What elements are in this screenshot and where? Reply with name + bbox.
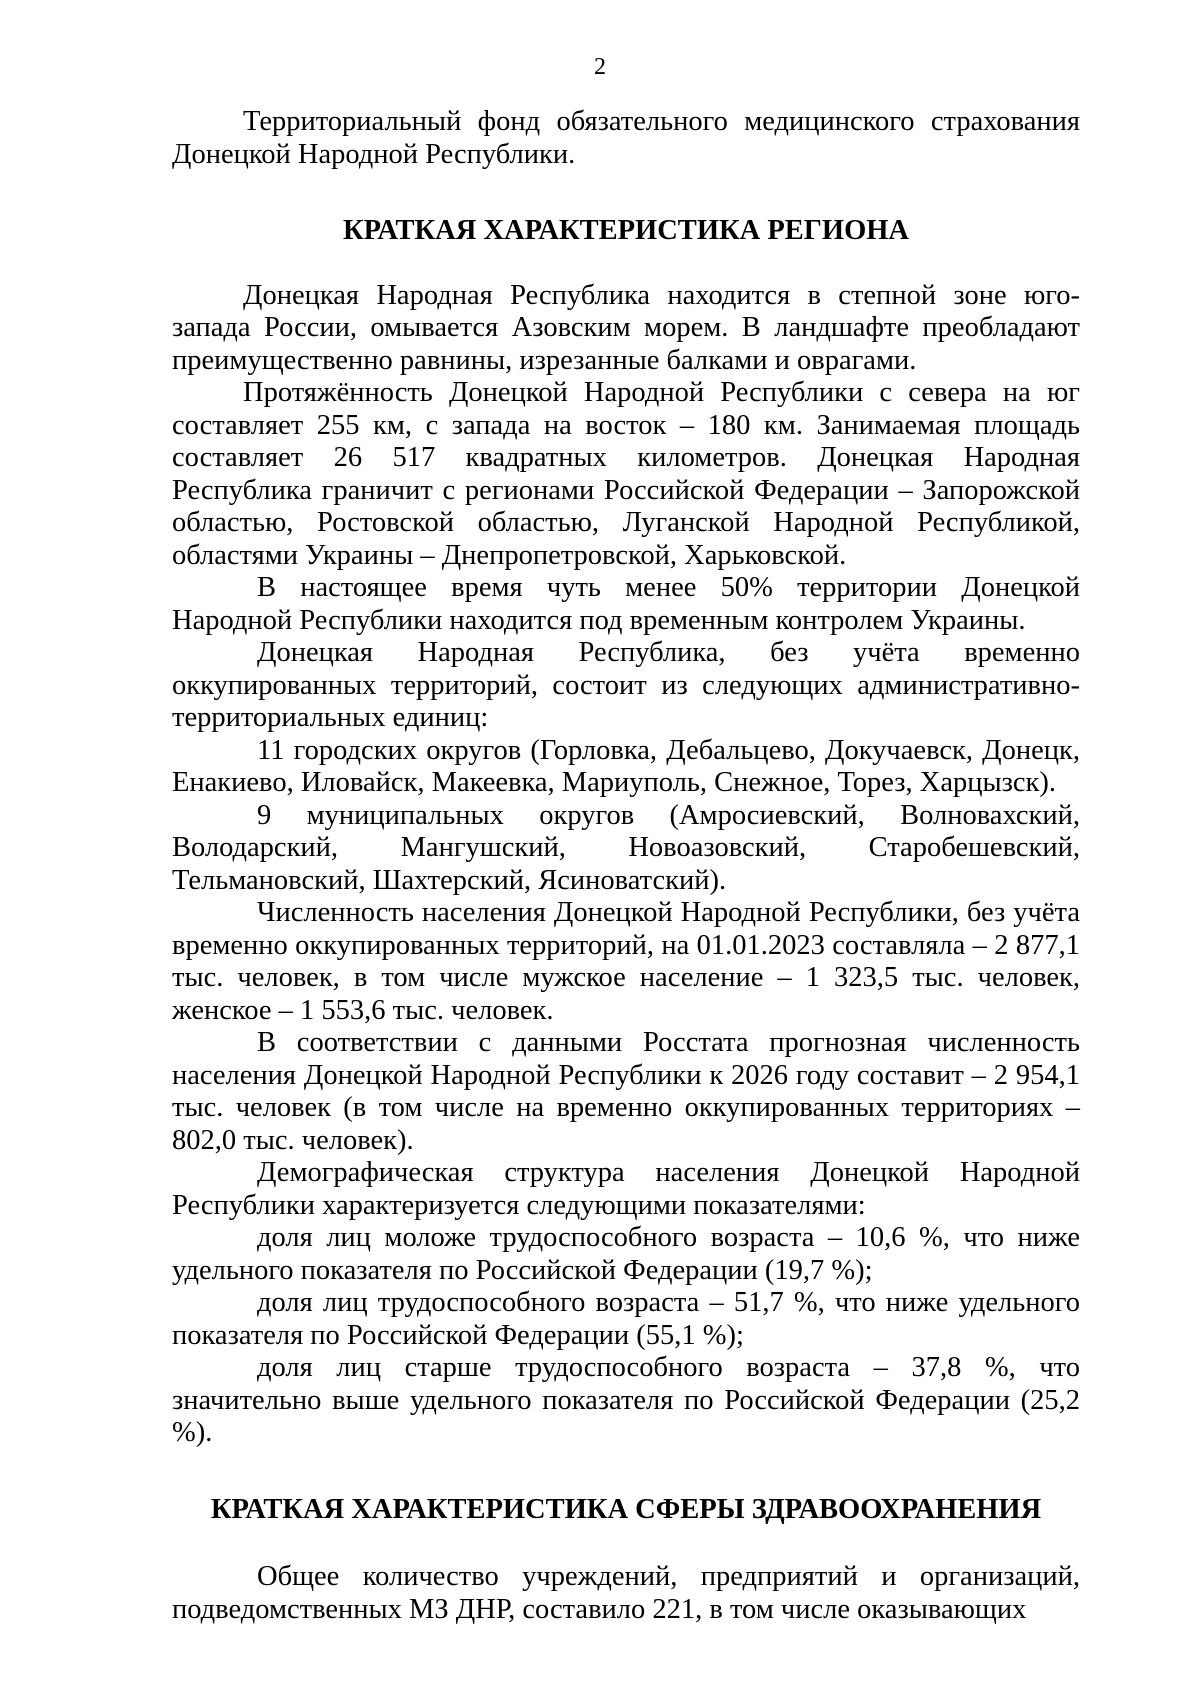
region-paragraph: 11 городских округов (Горловка, Дебальцево, Докучаевск, Донецк, Енакиево, Иловайск, Макеевка, Мариуполь, Снежное, Торез, Харцызск). (172, 734, 1080, 798)
region-list-item: доля лиц моложе трудоспособного возраста – 10,6 %, что ниже удельного показателя по Российской Федерации (19,7 %); (172, 1222, 1080, 1286)
region-heading: КРАТКАЯ ХАРАКТЕРИСТИКА РЕГИОНА (342, 215, 909, 246)
region-section (172, 215, 1080, 1450)
region-paragraph: Численность населения Донецкой Народной Республики, без учёта временно оккупированных территорий, на 01.01.2023 составляла – 2 877,1 тыс. человек, в том числе мужское население – 1 323,5 тыс. человек, женское – 1 553,6 тыс. человек. (172, 897, 1080, 1026)
region-paragraph: В настоящее время чуть менее 50% территории Донецкой Народной Республики находится под временным контролем Украины. (172, 572, 1080, 636)
region-paragraph: Донецкая Народная Республика находится в степной зоне юго-запада России, омывается Азовским морем. В ландшафте преобладают преимущественно равнины, изрезанные балками и оврагами. (172, 279, 1080, 376)
region-paragraph: Протяжённость Донецкой Народной Республики с севера на юг составляет 255 км, с запада на восток – 180 км. Занимаемая площадь составляет 26 517 квадратных километров. Донецкая Народная Республика граничит с регионами Российской Федерации – Запорожской областью, Ростовской областью, Луганской Народной Республикой, областями Украины – Днепропетровской, Харьковской. (172, 377, 1080, 571)
page-number: 2 (594, 54, 606, 80)
region-list-item: доля лиц трудоспособного возраста – 51,7 %, что ниже удельного показателя по Российской Федерации (55,1 %); (172, 1287, 1080, 1351)
health-paragraph: Общее количество учреждений, предприятий и организаций, подведомственных МЗ ДНР, составило 221, в том числе оказывающих (172, 1561, 1080, 1625)
region-paragraph: Демографическая структура населения Донецкой Народной Республики характеризуется следующими показателями: (172, 1157, 1080, 1221)
intro-paragraph: Территориальный фонд обязательного медицинского страхования Донецкой Народной Республики. (172, 106, 1080, 170)
region-list-item: доля лиц старше трудоспособного возраста – 37,8 %, что значительно выше удельного показателя по Российской Федерации (25,2 %). (172, 1352, 1080, 1448)
region-paragraph: Донецкая Народная Республика, без учёта временно оккупированных территорий, состоит из следующих административно-территориальных единиц: (172, 637, 1080, 733)
document-body (172, 106, 1080, 1626)
region-paragraph: 9 муниципальных округов (Амросиевский, Волновахский, Володарский, Мангушский, Новоазовский, Старобешевский, Тельмановский, Шахтерский, Ясиноватский). (172, 799, 1080, 896)
region-paragraph: В соответствии с данными Росстата прогнозная численность населения Донецкой Народной Республики к 2026 году составит – 2 954,1 тыс. человек (в том числе на временно оккупированных территориях – 802,0 тыс. человек). (172, 1027, 1080, 1156)
health-heading: КРАТКАЯ ХАРАКТЕРИСТИКА СФЕРЫ ЗДРАВООХРАНЕНИЯ (210, 1493, 1042, 1525)
health-section (172, 1494, 1080, 1627)
